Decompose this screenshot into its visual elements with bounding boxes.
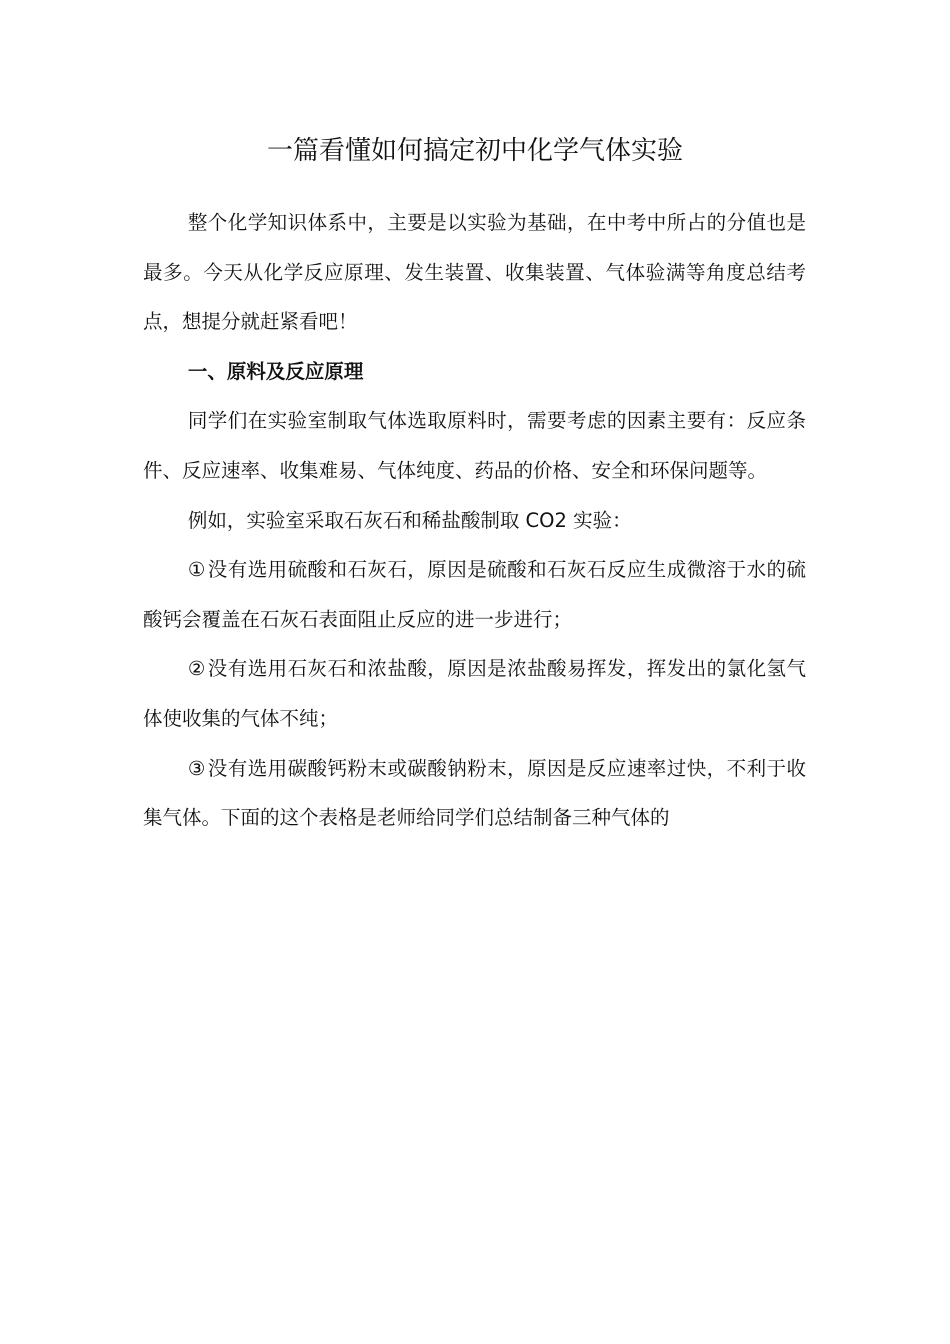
- item-text: 没有选用硫酸和石灰石，原因是硫酸和石灰石反应生成微溶于水的硫酸钙会覆盖在石灰石表面阻止反应的进一步进行；: [143, 558, 806, 631]
- document-body: [143, 198, 806, 843]
- list-item: [143, 545, 806, 644]
- item-text: 没有选用石灰石和浓盐酸，原因是浓盐酸易挥发，挥发出的氯化氢气体使收集的气体不纯；: [143, 657, 806, 730]
- item-text: 没有选用碳酸钙粉末或碳酸钠粉末，原因是反应速率过快，不利于收集气体。下面的这个表格是老师给同学们总结制备三种气体的: [143, 756, 806, 830]
- factors-paragraph: 同学们在实验室制取气体选取原料时，需要考虑的因素主要有：反应条件、反应速率、收集难易、气体纯度、药品的价格、安全和环保问题等。: [143, 409, 806, 482]
- item-number: ①: [187, 558, 206, 582]
- intro-paragraph: 整个化学知识体系中，主要是以实验为基础，在中考中所占的分值也是最多。今天从化学反应原理、发生装置、收集装置、气体验满等角度总结考点，想提分就赶紧看吧！: [143, 211, 806, 334]
- page-title: 一篇看懂如何搞定初中化学气体实验: [266, 136, 683, 166]
- section-heading: 一、原料及反应原理: [187, 359, 364, 383]
- list-item: [143, 744, 806, 843]
- item-number: ③: [187, 756, 206, 780]
- item-number: ②: [187, 657, 206, 681]
- example-paragraph: 例如，实验室采取石灰石和稀盐酸制取 CO2 实验：: [187, 508, 632, 532]
- list-item: [143, 644, 806, 743]
